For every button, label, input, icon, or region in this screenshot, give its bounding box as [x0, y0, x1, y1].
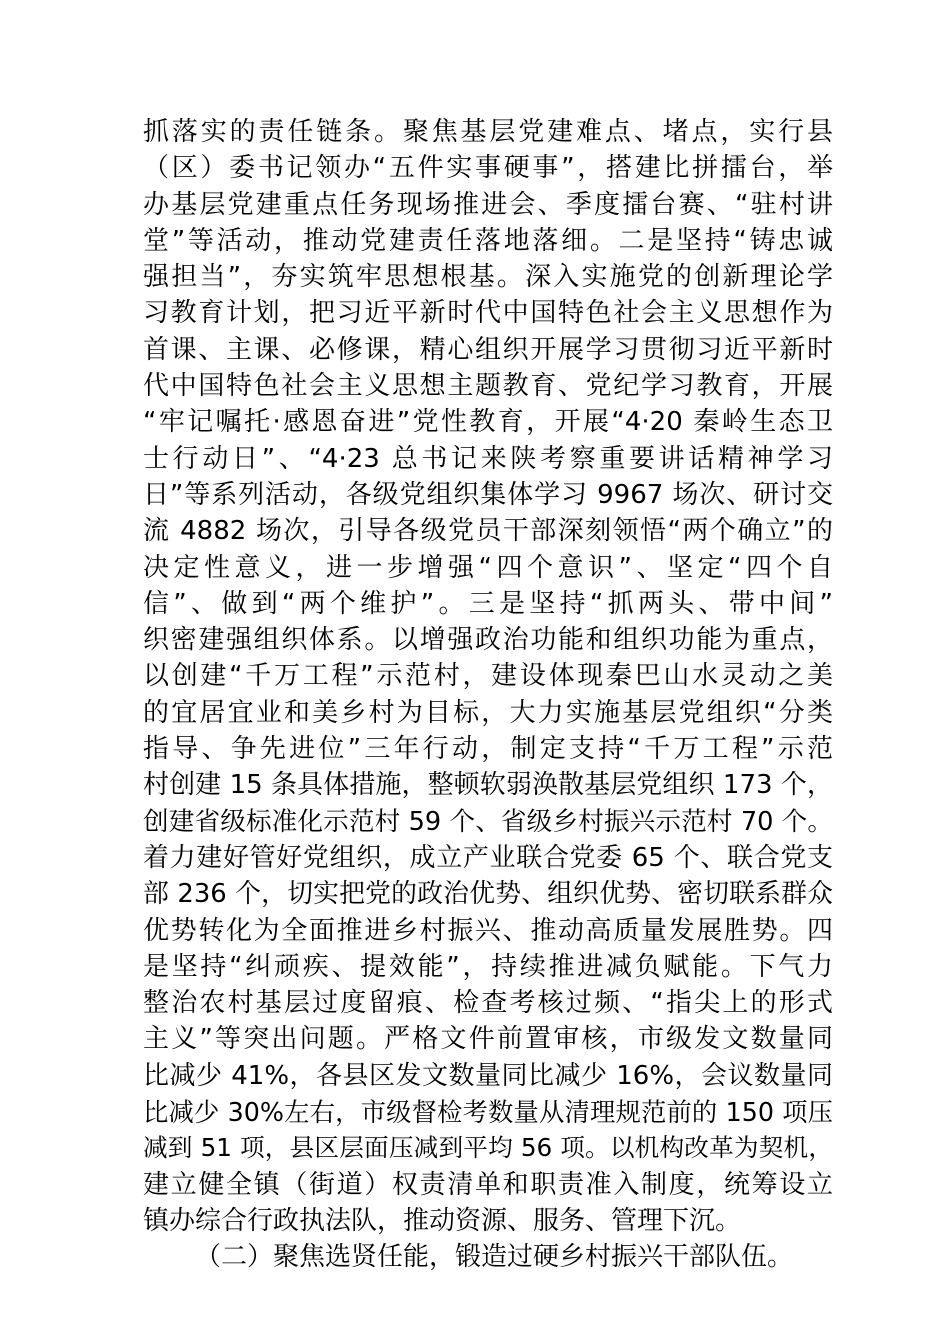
text-line: 镇办综合行政执法队，推动资源、服务、管理下沉。 [143, 1205, 742, 1236]
text-line: 建立健全镇（街道）权责清单和职责准入制度，统筹设立 [143, 1169, 833, 1200]
text-line: 指导、争先进位”三年行动，制定支持“千万工程”示范 [143, 734, 833, 765]
text-line: 流 4882 场次，引导各级党员干部深刻领悟“两个确立”的 [143, 516, 833, 547]
text-line: 决定性意义，进一步增强“四个意识”、坚定“四个自 [143, 552, 833, 583]
text-line: 着力建好管好党组织，成立产业联合党委 65 个、联合党支 [143, 842, 833, 873]
text-line: 织密建强组织体系。以增强政治功能和组织功能为重点， [143, 625, 833, 656]
text-line: 的宜居宜业和美乡村为目标，大力实施基层党组织“分类 [143, 697, 833, 728]
document-body [143, 114, 833, 1276]
text-line: 部 236 个，切实把党的政治优势、组织优势、密切联系群众 [143, 879, 833, 910]
text-line: 士行动日”、“4·23 总书记来陕考察重要讲话精神学习 [143, 443, 833, 474]
text-line: 堂”等活动，推动党建责任落地落细。二是坚持“铸忠诚 [143, 225, 833, 256]
text-line: 办基层党建重点任务现场推进会、季度擂台赛、“驻村讲 [143, 189, 833, 220]
text-line: 抓落实的责任链条。聚焦基层党建难点、堵点，实行县 [143, 117, 833, 147]
text-line: 以创建“千万工程”示范村，建设体现秦巴山水灵动之美 [143, 661, 833, 692]
text-line: （区）委书记领办“五件实事硬事”，搭建比拼擂台，举 [143, 153, 833, 184]
text-line: 习教育计划，把习近平新时代中国特色社会主义思想作为 [143, 298, 833, 329]
text-line: 首课、主课、必修课，精心组织开展学习贯彻习近平新时 [143, 334, 833, 365]
text-line: 代中国特色社会主义思想主题教育、党纪学习教育，开展 [143, 371, 833, 402]
text-line: 比减少 41%，各县区发文数量同比减少 16%，会议数量同 [143, 1060, 833, 1091]
text-line: 创建省级标准化示范村 59 个、省级乡村振兴示范村 70 个。 [143, 806, 833, 837]
text-line: “牢记嘱托·感恩奋进”党性教育，开展“4·20 秦岭生态卫 [143, 407, 833, 438]
text-line: 整治农村基层过度留痕、检查考核过频、“指尖上的形式 [143, 988, 833, 1019]
text-line: 信”、做到“两个维护”。三是坚持“抓两头、带中间” [143, 588, 833, 619]
text-line: 减到 51 项，县区层面压减到平均 56 项。以机构改革为契机， [143, 1133, 833, 1163]
text-line: 强担当”，夯实筑牢思想根基。深入实施党的创新理论学 [143, 262, 833, 293]
text-line: 优势转化为全面推进乡村振兴、推动高质量发展胜势。四 [143, 915, 833, 946]
text-line: 主义”等突出问题。严格文件前置审核，市级发文数量同 [143, 1024, 833, 1055]
text-line: 是坚持“纠顽疾、提效能”，持续推进减负赋能。下气力 [143, 951, 833, 982]
text-line: 村创建 15 条具体措施，整顿软弱涣散基层党组织 173 个， [143, 770, 833, 801]
section-heading: （二）聚焦选贤任能，锻造过硬乡村振兴干部队伍。 [195, 1242, 794, 1273]
text-line: 日”等系列活动，各级党组织集体学习 9967 场次、研讨交 [143, 479, 833, 510]
text-line: 比减少 30%左右，市级督检考数量从清理规范前的 150 项压 [143, 1097, 833, 1128]
